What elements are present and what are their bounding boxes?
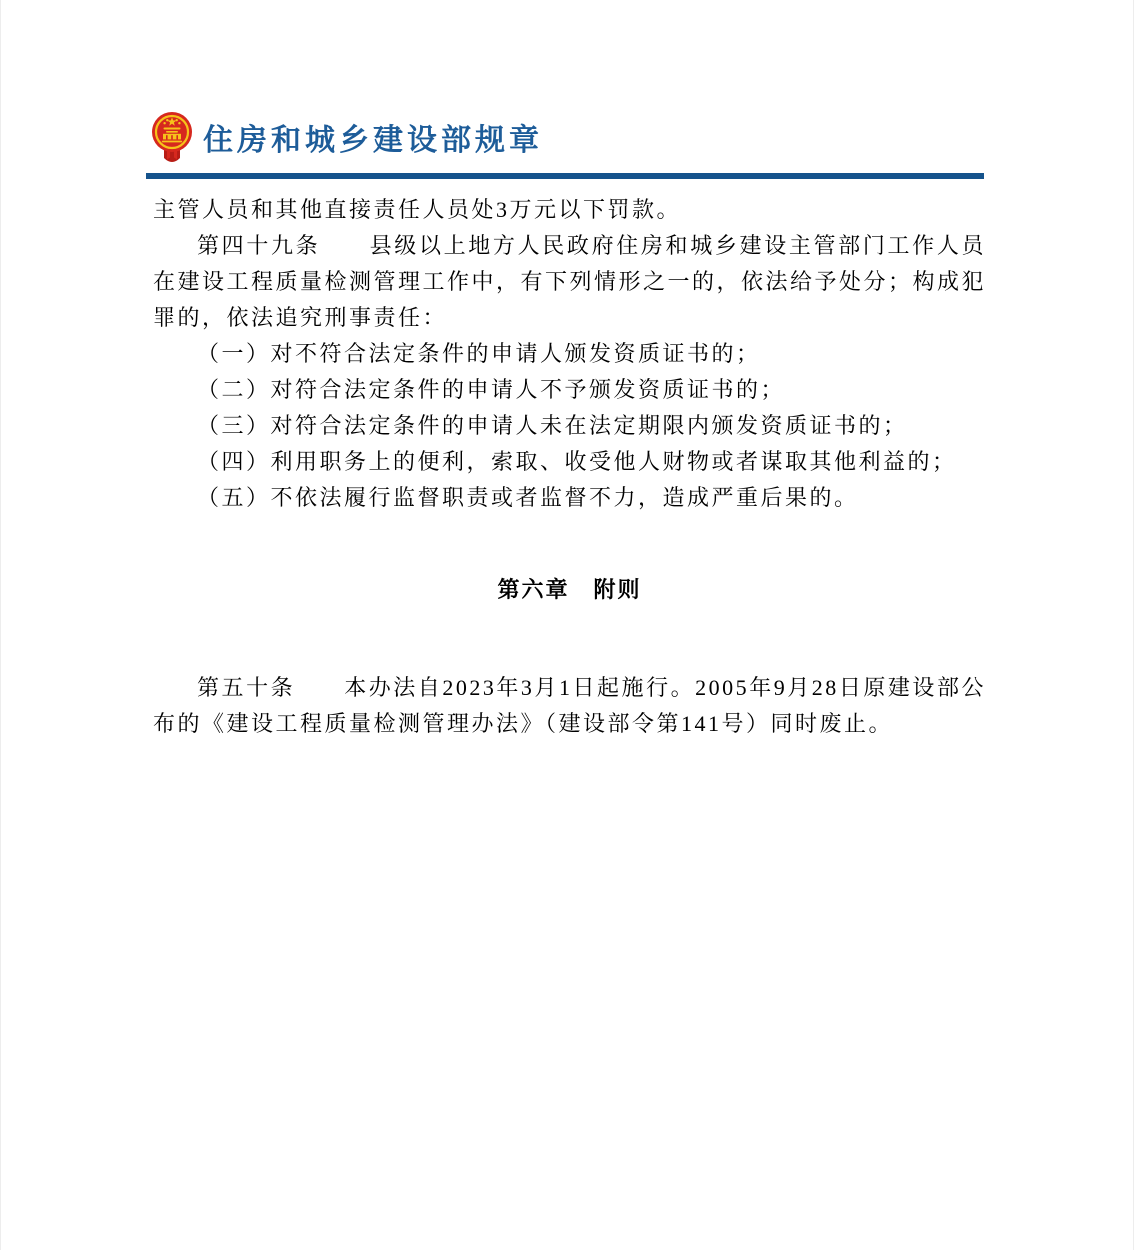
document-body xyxy=(153,192,986,742)
list-item-5: （五）不依法履行监督职责或者监督不力，造成严重后果的。 xyxy=(197,485,859,510)
paragraph-article-50: 第五十条 本办法自2023年3月1日起施行。2005年9月28日原建设部公布的《建设工程质量检测管理办法》（建设部令第141号）同时废止。 xyxy=(153,675,986,736)
china-national-emblem-icon xyxy=(150,110,194,164)
list-item-4: （四）利用职务上的便利，索取、收受他人财物或者谋取其他利益的； xyxy=(197,449,957,474)
page-title: 住房和城乡建设部规章 xyxy=(203,124,543,157)
paragraph-continuation: 主管人员和其他直接责任人员处3万元以下罚款。 xyxy=(153,197,682,222)
header-divider xyxy=(146,173,984,179)
paragraph-article-49: 第四十九条 县级以上地方人民政府住房和城乡建设主管部门工作人员在建设工程质量检测管理工作中，有下列情形之一的，依法给予处分；构成犯罪的，依法追究刑事责任： xyxy=(153,233,987,330)
list-item-1: （一）对不符合法定条件的申请人颁发资质证书的； xyxy=(197,341,761,366)
list-item-3: （三）对符合法定条件的申请人未在法定期限内颁发资质证书的； xyxy=(197,413,908,438)
list-item-2: （二）对符合法定条件的申请人不予颁发资质证书的； xyxy=(197,377,786,402)
document-header xyxy=(150,110,543,164)
chapter-heading: 第六章 附则 xyxy=(497,577,642,602)
